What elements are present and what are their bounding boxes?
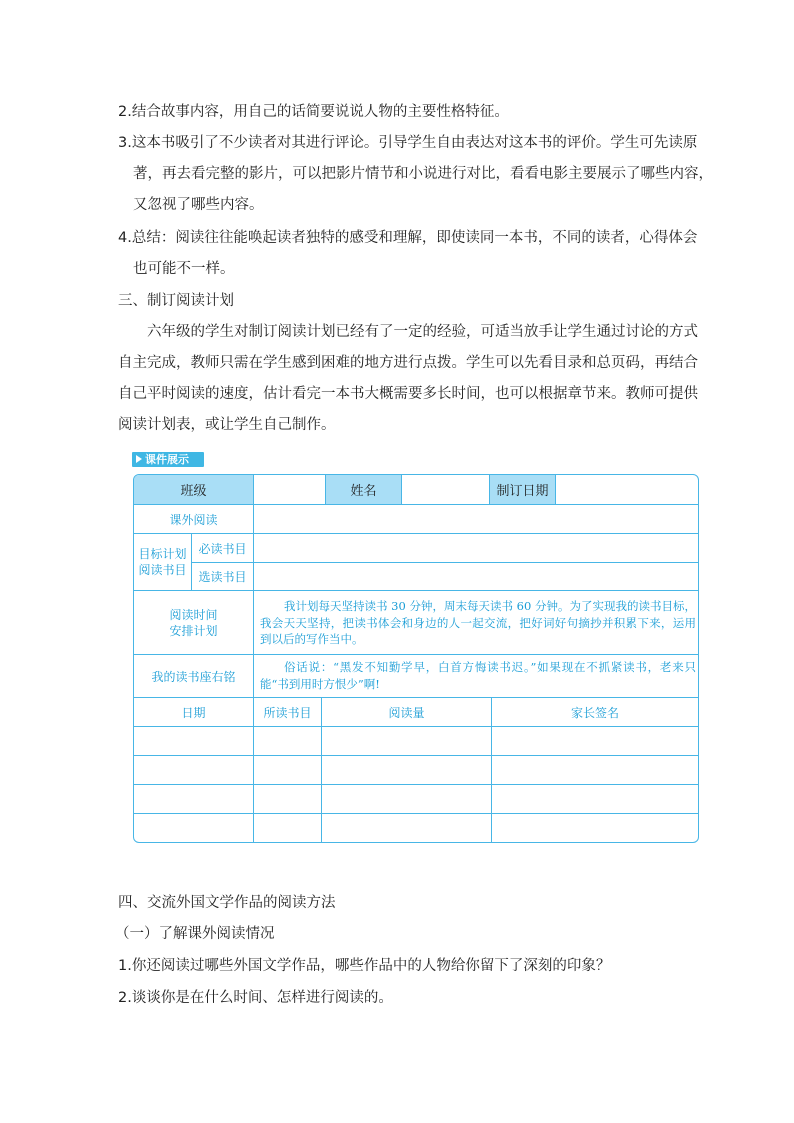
grid-line [321, 697, 322, 843]
log-row[interactable] [134, 727, 698, 755]
item-3-line-1: 3.这本书吸引了不少读者对其进行评论。引导学生自由表达对这本书的评价。学生可先读原 [118, 135, 698, 151]
class-value[interactable] [254, 475, 325, 504]
target-label-line-2: 阅读书目 [138, 563, 187, 577]
name-value[interactable] [402, 475, 489, 504]
item-2: 2.结合故事内容，用自己的话简要说说人物的主要性格特征。 [118, 104, 509, 120]
motto-text: 俗话说：“黑发不知勤学早，白首方悔读书迟。”如果现在不抓紧读书，老来只能“书到用时方恨少”啊! [260, 660, 696, 691]
date-label: 制订日期 [490, 475, 555, 504]
motto-label: 我的读书座右铭 [151, 669, 236, 684]
question-2: 2.谈谈你是在什么时间、怎样进行阅读的。 [118, 990, 393, 1006]
grid-line [489, 475, 490, 504]
subsection-1-title: （一）了解课外阅读情况 [115, 926, 275, 942]
time-plan-text: 我计划每天坚持读书 30 分钟，周末每天读书 60 分钟。为了实现我的读书目标，我会天天坚持，把读书体会和身边的人一起交流，把好词好句摘抄并积累下来，运用到以后的写作当中。 [260, 599, 696, 646]
item-4-line-1: 4.总结：阅读往往能唤起读者独特的感受和理解，即使读同一本书，不同的读者，心得体会 [118, 230, 698, 246]
grid-line [134, 784, 699, 785]
paragraph-line-1: 六年级的学生对制订阅读计划已经有了一定的经验，可适当放手让学生通过讨论的方式 [147, 324, 698, 340]
grid-line [134, 697, 699, 698]
grid-line [401, 475, 402, 504]
name-label: 姓名 [326, 475, 401, 504]
log-header-date: 日期 [181, 705, 206, 720]
section-4-title: 四、交流外国文学作品的阅读方法 [118, 895, 336, 911]
grid-line [134, 590, 699, 591]
target-label-line-1: 目标计划 [138, 547, 187, 561]
grid-line [134, 654, 699, 655]
log-row[interactable] [134, 756, 698, 784]
grid-line [134, 813, 699, 814]
class-label: 班级 [134, 475, 253, 504]
time-label-line-1: 阅读时间 [169, 607, 218, 622]
play-triangle-icon [136, 455, 142, 463]
grid-line [491, 697, 492, 843]
grid-line [134, 504, 699, 505]
log-header-amount: 阅读量 [388, 705, 425, 720]
question-1: 1.你还阅读过哪些外国文学作品，哪些作品中的人物给你留下了深刻的印象？ [118, 958, 611, 974]
badge-label: 课件展示 [145, 453, 189, 466]
item-3-line-2: 著，再去看完整的影片，可以把影片情节和小说进行对比，看看电影主要展示了哪些内容， [133, 166, 713, 182]
paragraph-line-2: 自主完成，教师只需在学生感到困难的地方进行点拨。学生可以先看目录和总页码，再结合 [118, 355, 698, 371]
log-header-signature: 家长签名 [570, 705, 619, 720]
paragraph-line-4: 阅读计划表，或让学生自己制作。 [118, 417, 336, 433]
grid-line [191, 562, 699, 563]
section-3-title: 三、制订阅读计划 [118, 293, 234, 309]
log-row[interactable] [134, 814, 698, 842]
optional-books-label: 选读书目 [198, 570, 247, 584]
required-books-label: 必读书目 [198, 541, 247, 556]
grid-line [134, 726, 699, 727]
paragraph-line-3: 自己平时阅读的速度，估计看完一本书大概需要多长时间，也可以根据章节来。教师可提供 [118, 386, 698, 402]
time-label-line-2: 安排计划 [169, 623, 218, 638]
grid-line [555, 475, 556, 504]
reading-plan-table [133, 474, 699, 843]
log-row[interactable] [134, 785, 698, 813]
grid-line [134, 533, 699, 534]
grid-line [253, 475, 254, 843]
grid-line [325, 475, 326, 504]
item-3-line-3: 又忽视了哪些内容。 [133, 197, 264, 213]
courseware-badge [132, 452, 204, 467]
item-4-line-2: 也可能不一样。 [133, 261, 235, 277]
target-books-label [134, 534, 191, 590]
log-header-books: 所读书目 [263, 705, 312, 720]
date-value[interactable] [556, 475, 698, 504]
extracurricular-label: 课外阅读 [169, 512, 218, 527]
time-plan-label [134, 591, 253, 654]
grid-line [191, 533, 192, 590]
grid-line [134, 755, 699, 756]
